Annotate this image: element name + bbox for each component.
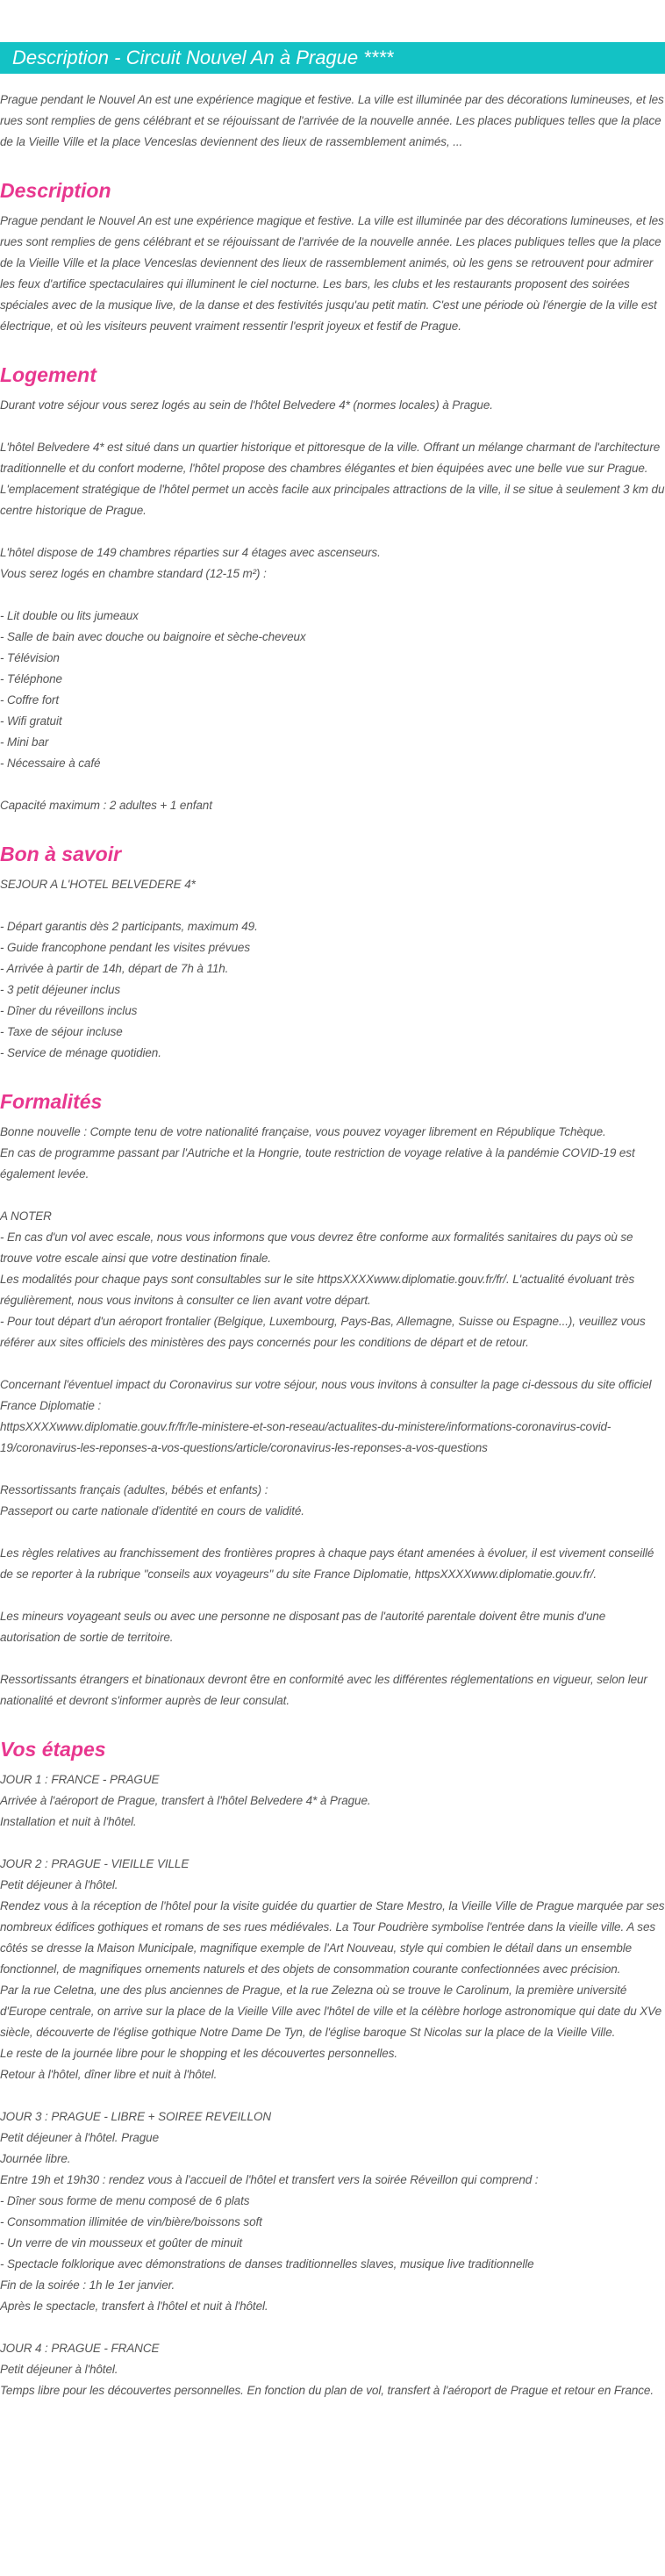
logement-heading: Logement — [0, 363, 97, 386]
logement-section — [0, 362, 665, 816]
main-content — [0, 90, 665, 2401]
logement-text: Durant votre séjour vous serez logés au sein de l'hôtel Belvedere 4* (normes locales) à Prague. L'hôtel Belvedere 4* est situé dans un quartier historique et pittoresque de la ville. Offrant un mélange charmant de l'architecture traditionnelle et du confort moderne, l'hôtel propose des chambres élégantes et bien équipées avec une belle vue sur Prague. L'emplacement stratégique de l'hôtel permet un accès facile aux principales attractions de la ville, il se situe à seulement 3 km du centre historique de Prague. L'hôtel dispose de 149 chambres réparties sur 4 étages avec ascenseurs. Vous serez logés en chambre standard (12-15 m²) : - Lit double ou lits jumeaux - Salle de bain avec douche ou baignoire et sèche-cheveux - Télévision - Téléphone - Coffre fort - Wifi gratuit - Mini bar - Nécessaire à café Capacité maximum : 2 adultes + 1 enfant — [0, 398, 665, 812]
page — [0, 42, 665, 2401]
bon-a-savoir-heading: Bon à savoir — [0, 843, 122, 865]
etapes-heading: Vos étapes — [0, 1738, 106, 1761]
bon-a-savoir-section — [0, 841, 665, 1064]
etapes-section — [0, 1736, 665, 2401]
bon-a-savoir-text: SEJOUR A L'HOTEL BELVEDERE 4* - Départ garantis dès 2 participants, maximum 49. - Guide francophone pendant les visites prévues - Arrivée à partir de 14h, départ de 7h à 11h. - 3 petit déjeuner inclus - Dîner du réveillons inclus - Taxe de séjour incluse - Service de ménage quotidien. — [0, 878, 258, 1059]
page-title: Description - Circuit Nouvel An à Prague **** — [12, 47, 394, 68]
description-section — [0, 177, 665, 337]
formalites-section — [0, 1088, 665, 1711]
description-text: Prague pendant le Nouvel An est une expérience magique et festive. La ville est illuminée par des décorations lumineuses, et les rues sont remplies de gens célébrant et se réjouissant de l'arrivée de la nouvelle année. Les places publiques telles que la place de la Vieille Ville et la place Venceslas deviennent des lieux de rassemblement animés, où les gens se retrouvent pour admirer les feux d'artifice spectaculaires qui illuminent le ciel nocturne. Les bars, les clubs et les restaurants proposent des soirées spéciales avec de la musique live, de la danse et des festivités jusqu'au petit matin. C'est une période où l'énergie de la ville est électrique, et où les visiteurs peuvent vraiment ressentir l'esprit joyeux et festif de Prague. — [0, 214, 664, 333]
formalites-text: Bonne nouvelle : Compte tenu de votre nationalité française, vous pouvez voyager librement en République Tchèque. En cas de programme passant par l'Autriche et la Hongrie, toute restriction de voyage relative à la pandémie COVID-19 est également levée. A NOTER - En cas d'un vol avec escale, nous vous informons que vous devrez être conforme aux formalités sanitaires du pays où se trouve votre escale ainsi que votre destination finale. Les modalités pour chaque pays sont consultables sur le site httpsXXXXwww.diplomatie.gouv.fr/fr/. L'actualité évoluant très régulièrement, nous vous invitons à consulter ce lien avant votre départ. - Pour tout départ d'un aéroport frontalier (Belgique, Luxembourg, Pays-Bas, Allemagne, Suisse ou Espagne...), veuillez vous référer aux sites officiels des ministères des pays concernés pour les conditions de départ et de retour. Concernant l'éventuel impact du Coronavirus sur votre séjour, nous vous invitons à consulter la page ci-dessous du site officiel France Diplomatie : httpsXXXXwww.diplomatie.gouv.fr/fr/le-ministere-et-son-reseau/actualites-du-ministere/informations-coronavirus-covid-19/coronavirus-les-reponses-a-vos-questions/article/coronavirus-les-reponses-a-vos-questions Ressortissants français (adultes, bébés et enfants) : Passeport ou carte nationale d'identité en cours de validité. Les règles relatives au franchissement des frontières propres à chaque pays étant amenées à évoluer, il est vivement conseillé de se reporter à la rubrique "conseils aux voyageurs" du site France Diplomatie, httpsXXXXwww.diplomatie.gouv.fr/. Les mineurs voyageant seuls ou avec une personne ne disposant pas de l'autorité parentale doivent être munis d'une autorisation de sortie de territoire. Ressortissants étrangers et binationaux devront être en conformité avec les différentes réglementations en vigueur, selon leur nationalité et devront s'informer auprès de leur consulat. — [0, 1125, 654, 1707]
etapes-text: JOUR 1 : FRANCE - PRAGUE Arrivée à l'aéroport de Prague, transfert à l'hôtel Belvedere 4* à Prague. Installation et nuit à l'hôtel. JOUR 2 : PRAGUE - VIEILLE VILLE Petit déjeuner à l'hôtel. Rendez vous à la réception de l'hôtel pour la visite guidée du quartier de Stare Mestro, la Vieille Ville de Prague marquée par ses nombreux édifices gothiques et romans de ses rues médiévales. La Tour Poudrière symbolise l'entrée dans la vieille ville. A ses côtés se dresse la Maison Municipale, magnifique exemple de l'Art Nouveau, style qui combien le détail dans un ensemble fonctionnel, de magnifiques ornements naturels et des objets de consommation courante confectionnées avec précision. Par la rue Celetna, une des plus anciennes de Prague, et la rue Zelezna où se trouve le Carolinum, la première université d'Europe centrale, on arrive sur la place de la Vieille Ville avec l'hôtel de ville et la célèbre horloge astronomique qui date du XVe siècle, découverte de l'église gothique Notre Dame De Tyn, de l'église baroque St Nicolas sur la place de la Vieille Ville. Le reste de la journée libre pour le shopping et les découvertes personnelles. Retour à l'hôtel, dîner libre et nuit à l'hôtel. JOUR 3 : PRAGUE - LIBRE + SOIREE REVEILLON Petit déjeuner à l'hôtel. Prague Journée libre. Entre 19h et 19h30 : rendez vous à l'accueil de l'hôtel et transfert vers la soirée Réveillon qui comprend : - Dîner sous forme de menu composé de 6 plats - Consommation illimitée de vin/bière/boissons soft - Un verre de vin mousseux et goûter de minuit - Spectacle folklorique avec démonstrations de danses traditionnelles slaves, musique live traditionnelle Fin de la soirée : 1h le 1er janvier. Après le spectacle, transfert à l'hôtel et nuit à l'hôtel. JOUR 4 : PRAGUE - FRANCE Petit déjeuner à l'hôtel. Temps libre pour les découvertes personnelles. En fonction du plan de vol, transfert à l'aéroport de Prague et retour en France. — [0, 1773, 665, 2397]
formalites-heading: Formalités — [0, 1090, 103, 1113]
description-heading: Description — [0, 179, 111, 202]
intro-paragraph: Prague pendant le Nouvel An est une expérience magique et festive. La ville est illuminée par des décorations lumineuses, et les rues sont remplies de gens célébrant et se réjouissant de l'arrivée de la nouvelle année. Les places publiques telles que la place de la Vieille Ville et la place Venceslas deviennent des lieux de rassemblement animés, ... — [0, 93, 664, 148]
page-title-banner — [0, 42, 665, 74]
